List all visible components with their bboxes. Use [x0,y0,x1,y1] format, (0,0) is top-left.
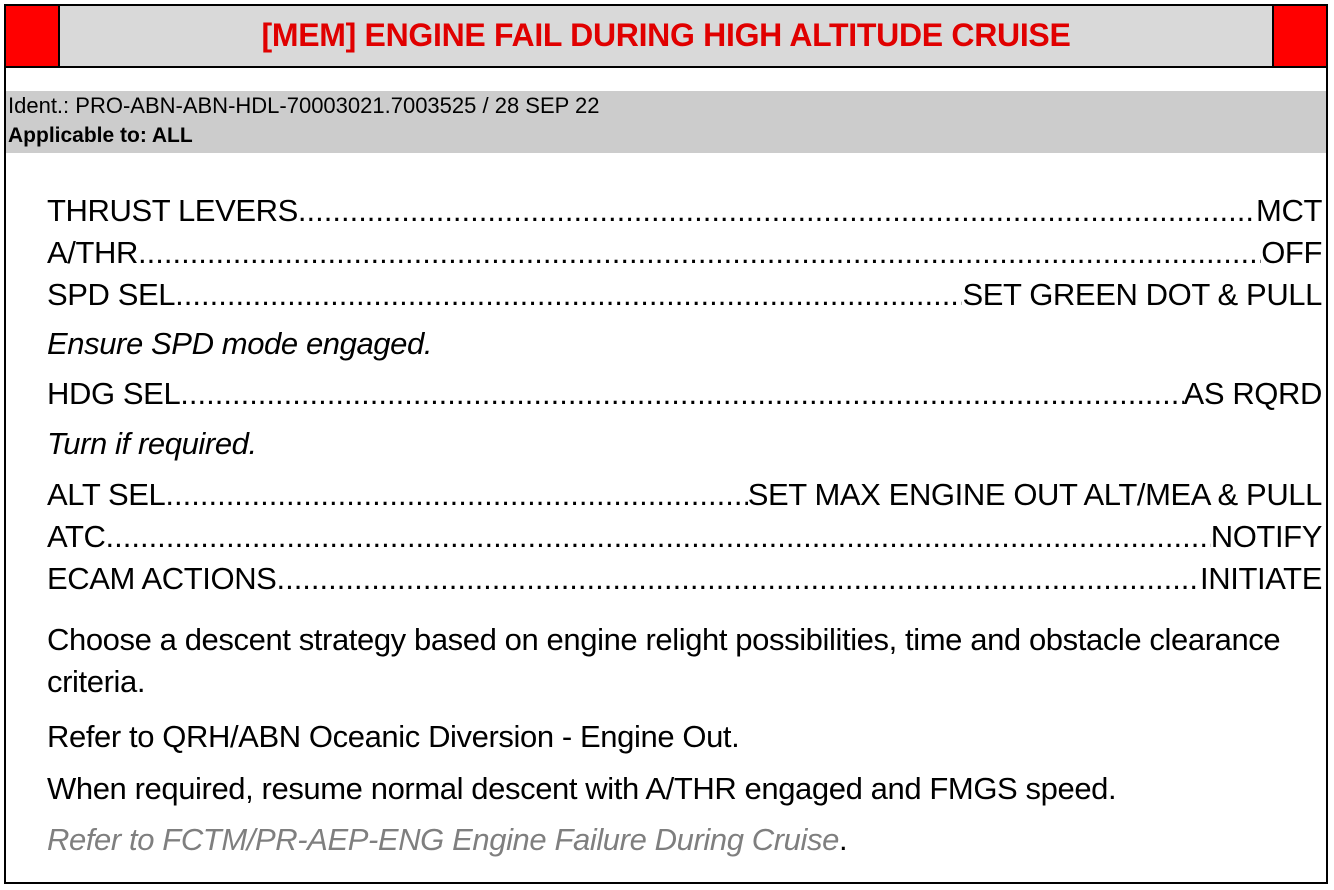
note-spd-mode: Ensure SPD mode engaged. [47,326,433,361]
note-turn: Turn if required. [47,426,257,461]
item-label: SPD SEL [47,277,176,312]
checklist-item-hdg-sel [47,374,1322,414]
checklist-item-atc [47,517,1322,557]
fctm-reference-period: . [838,822,848,857]
item-label: THRUST LEVERS [47,193,298,228]
checklist-item-athr [47,233,1322,273]
leader-dots [165,475,747,515]
ident-band [6,91,1326,153]
item-label: ECAM ACTIONS [47,561,277,596]
leader-dots [298,191,1256,231]
checklist-item-alt-sel [47,475,1322,515]
item-label: ATC [47,519,106,554]
applicable-line: Applicable to: ALL [8,124,193,147]
procedure-card [4,4,1328,884]
item-action: OFF [1261,235,1322,270]
ident-line: Ident.: PRO-ABN-ABN-HDL-70003021.7003525 / 28 SEP 22 [8,93,600,118]
item-action: MCT [1256,193,1322,228]
leader-dots [276,559,1200,599]
item-action: INITIATE [1200,561,1322,596]
descent-strategy-text: Choose a descent strategy based on engine relight possibilities, time and obstacle clearance criteria. [47,622,1281,699]
item-action: AS RQRD [1183,376,1322,411]
memory-item-marker-left [6,6,60,66]
leader-dots [106,517,1211,557]
memory-item-marker-right [1272,6,1326,66]
resume-descent-text: When required, resume normal descent with A/THR engaged and FMGS speed. [47,771,1117,806]
leader-dots [138,233,1261,273]
item-label: A/THR [47,235,139,270]
leader-dots [180,374,1183,414]
fctm-reference-text[interactable]: Refer to FCTM/PR-AEP-ENG Engine Failure During Cruise [47,822,839,857]
item-action: SET MAX ENGINE OUT ALT/MEA & PULL [747,477,1322,512]
procedure-title: [MEM] ENGINE FAIL DURING HIGH ALTITUDE CRUISE [261,17,1071,53]
title-bar [6,6,1326,68]
item-label: ALT SEL [47,477,166,512]
checklist-item-thrust-levers [47,191,1322,231]
checklist-item-spd-sel [47,275,1322,315]
checklist-item-ecam-actions [47,559,1322,599]
item-action: NOTIFY [1210,519,1322,554]
item-action: SET GREEN DOT & PULL [962,277,1322,312]
fctm-reference-link[interactable] [47,820,847,860]
qrh-reference-text: Refer to QRH/ABN Oceanic Diversion - Engine Out. [47,719,740,754]
item-label: HDG SEL [47,376,181,411]
leader-dots [175,275,962,315]
